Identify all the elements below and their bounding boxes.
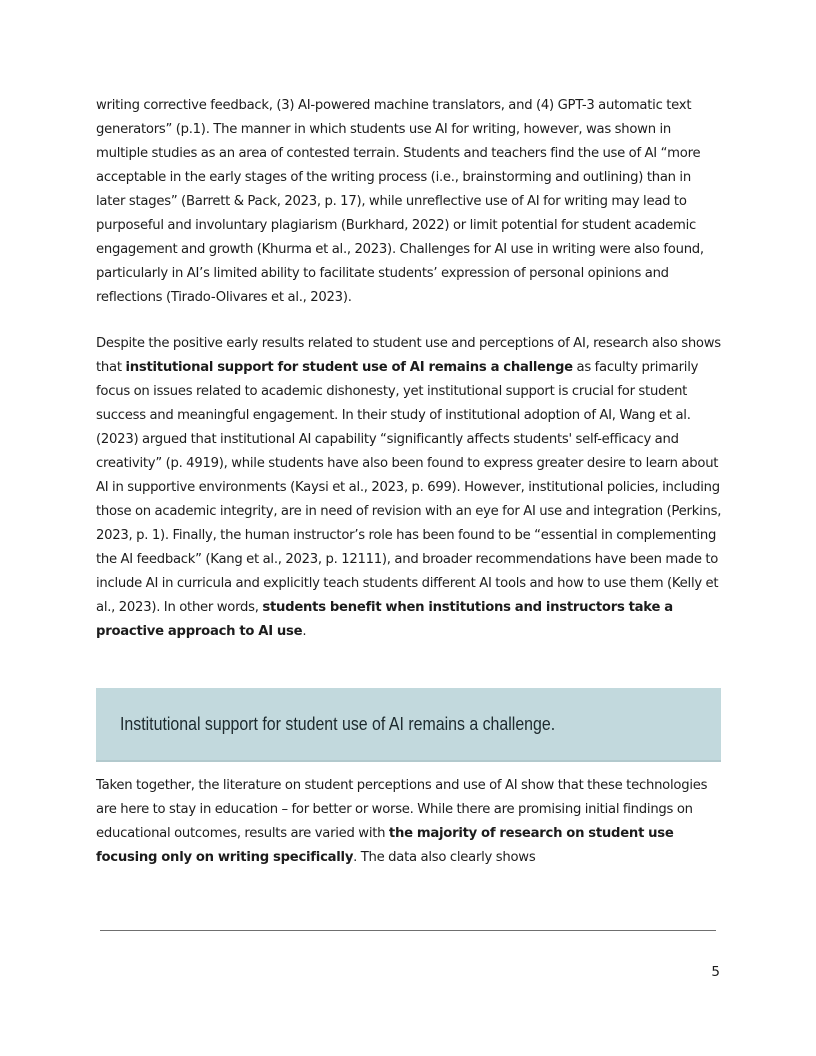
paragraph-1-text: writing corrective feedback, (3) AI-powered machine translators, and (4) GPT-3 automatic text generators” (p.1). The manner in which students use AI for writing, however, was shown in multiple studies as an area of contested terrain. Students and teachers find the use of AI “more acceptable in the early stages of the writing process (i.e., brainstorming and outlining) than in later stages” (Barrett & Pack, 2023, p. 17), while unreflective use of AI for writing may lead to purposeful and involuntary plagiarism (Burkhard, 2022) or limit potential for student academic engagement and growth (Khurma et al., 2023). Challenges for AI use in writing were also found, particularly in AI’s limited ability to facilitate students’ expression of personal opinions and reflections (Tirado-Olivares et al., 2023).: [96, 98, 704, 305]
paragraph-2-text-2: as faculty primarily focus on issues related to academic dishonesty, yet institutional support is crucial for student success and meaningful engagement. In their study of institutional adoption of AI, Wang et al. (2023) argued that institutional AI capability “significantly affects students' self-efficacy and creativity” (p. 4919), while students have also been found to express greater desire to learn about AI in supportive environments (Kaysi et al., 2023, p. 699). However, institutional policies, including those on academic integrity, are in need of revision with an eye for AI use and integration (Perkins, 2023, p. 1). Finally, the human instructor’s role has been found to be “essential in complementing the AI feedback” (Kang et al., 2023, p. 12111), and broader recommendations have been made to include AI in curricula and explicitly teach students different AI tools and how to use them (Kelly et al., 2023). In other words,: [96, 360, 722, 615]
body-paragraph-2: [96, 332, 722, 644]
body-paragraph-3: [96, 774, 722, 870]
page-number: 5: [711, 964, 720, 980]
paragraph-3-emphasis-1: the majority of research on student use focusing only on writing specifically: [96, 826, 674, 865]
paragraph-2-text-3: .: [302, 624, 307, 639]
paragraph-2-emphasis-1: institutional support for student use of AI remains a challenge: [125, 360, 573, 375]
pull-quote-callout: [96, 688, 721, 762]
paragraph-3-text-1: Taken together, the literature on student perceptions and use of AI show that these technologies are here to stay in education – for better or worse. While there are promising initial findings on educational outcomes, results are varied with: [96, 778, 708, 841]
paragraph-2-text-1: Despite the positive early results related to student use and perceptions of AI, research also shows that: [96, 336, 721, 375]
footer-divider: [100, 930, 716, 931]
body-paragraph-1: [96, 94, 722, 310]
paragraph-3-text-2: . The data also clearly shows: [353, 850, 536, 865]
pull-quote-text: Institutional support for student use of AI remains a challenge.: [120, 713, 556, 734]
paragraph-2-emphasis-2: students benefit when institutions and instructors take a proactive approach to AI use: [96, 600, 673, 639]
